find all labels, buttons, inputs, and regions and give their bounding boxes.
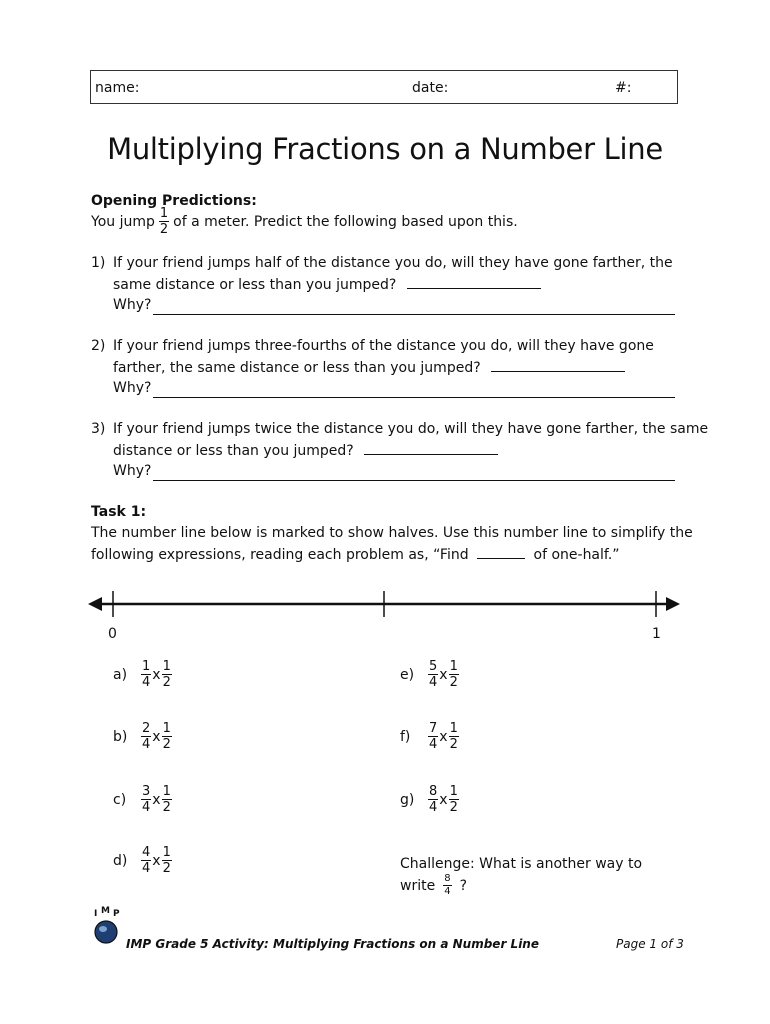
times-sign: x — [439, 666, 448, 683]
date-label: date: — [412, 80, 449, 96]
fraction: $\frac{1}{2}$ — [449, 659, 458, 690]
number-line-start-label: 0 — [108, 626, 117, 642]
number-label: #: — [615, 80, 632, 96]
opening-heading: Opening Predictions: — [91, 193, 257, 209]
problem-c — [113, 785, 172, 814]
opening-intro — [91, 207, 518, 236]
problem-b — [113, 722, 172, 751]
problem-label: e) — [400, 666, 415, 683]
challenge-write: write — [400, 877, 436, 894]
problem-label: f) — [400, 728, 411, 745]
footer-activity: IMP Grade 5 Activity: Multiplying Fractions on a Number Line — [126, 937, 539, 951]
fraction: $\frac{4}{4}$ — [142, 845, 151, 876]
fraction: $\frac{3}{4}$ — [142, 784, 151, 815]
problem-a — [113, 660, 172, 689]
svg-text:M: M — [101, 906, 110, 916]
task1-line: The number line below is marked to show halves. Use this number line to simplify the — [91, 525, 693, 541]
problem-label: b) — [113, 728, 128, 745]
question-line: farther, the same distance or less than you jumped? — [113, 360, 481, 376]
task1-line: following expressions, reading each problem as, “Find — [91, 547, 469, 563]
times-sign: x — [152, 791, 161, 808]
find-blank — [477, 544, 525, 559]
problem-d — [113, 846, 172, 875]
imp-logo — [88, 906, 124, 948]
answer-blank[interactable] — [407, 274, 541, 289]
page-title: Multiplying Fractions on a Number Line — [107, 132, 663, 166]
question-number: 1) — [91, 255, 106, 271]
times-sign: x — [152, 728, 161, 745]
svg-text:P: P — [113, 909, 120, 919]
question-line: If your friend jumps half of the distance you do, will they have gone farther, the — [113, 255, 673, 271]
answer-blank[interactable] — [491, 357, 625, 372]
left-arrow-icon — [88, 597, 102, 611]
challenge-line: Challenge: What is another way to — [400, 856, 643, 872]
question-line: distance or less than you jumped? — [113, 443, 354, 459]
question-line: If your friend jumps twice the distance you do, will they have gone farther, the same — [113, 421, 709, 437]
challenge-fraction: $\frac{8}{4}$ — [444, 873, 451, 897]
name-label: name: — [95, 80, 140, 96]
svg-text:I: I — [94, 909, 98, 919]
why-label: Why? — [113, 297, 152, 313]
task1-line: of one-half.” — [533, 547, 620, 563]
intro-before: You jump — [91, 213, 155, 230]
challenge-line-2 — [400, 874, 467, 897]
fraction: $\frac{1}{2}$ — [449, 721, 458, 752]
times-sign: x — [439, 728, 448, 745]
question-line: same distance or less than you jumped? — [113, 277, 397, 293]
fraction: $\frac{2}{4}$ — [142, 721, 151, 752]
problem-label: c) — [113, 791, 127, 808]
problem-label: d) — [113, 852, 128, 869]
why-blank[interactable] — [153, 300, 675, 315]
why-blank[interactable] — [153, 466, 675, 481]
fraction: $\frac{7}{4}$ — [429, 721, 438, 752]
problem-g — [400, 785, 459, 814]
times-sign: x — [152, 666, 161, 683]
problem-label: a) — [113, 666, 128, 683]
fraction: $\frac{5}{4}$ — [429, 659, 438, 690]
question-line: If your friend jumps three-fourths of the distance you do, will they have gone — [113, 338, 654, 354]
header-box — [90, 70, 678, 104]
intro-fraction: $\frac{1}{2}$ — [159, 206, 169, 237]
challenge-question-mark: ? — [459, 877, 468, 894]
problem-f — [400, 722, 459, 751]
why-label: Why? — [113, 380, 152, 396]
fraction: $\frac{1}{4}$ — [142, 659, 151, 690]
number-line — [86, 586, 686, 622]
fraction: $\frac{1}{2}$ — [162, 845, 171, 876]
right-arrow-icon — [666, 597, 680, 611]
problem-label: g) — [400, 791, 415, 808]
problem-e — [400, 660, 459, 689]
fraction: $\frac{1}{2}$ — [162, 784, 171, 815]
number-line-end-label: 1 — [652, 626, 661, 642]
intro-after: of a meter. Predict the following based upon this. — [173, 213, 518, 230]
fraction: $\frac{1}{2}$ — [162, 659, 171, 690]
fraction: $\frac{1}{2}$ — [449, 784, 458, 815]
fraction: $\frac{8}{4}$ — [429, 784, 438, 815]
times-sign: x — [152, 852, 161, 869]
question-number: 2) — [91, 338, 106, 354]
fraction: $\frac{1}{2}$ — [162, 721, 171, 752]
why-label: Why? — [113, 463, 152, 479]
footer-page: Page 1 of 3 — [616, 937, 684, 951]
times-sign: x — [439, 791, 448, 808]
why-blank[interactable] — [153, 383, 675, 398]
answer-blank[interactable] — [364, 440, 498, 455]
question-number: 3) — [91, 421, 106, 437]
task1-heading: Task 1: — [91, 504, 147, 520]
